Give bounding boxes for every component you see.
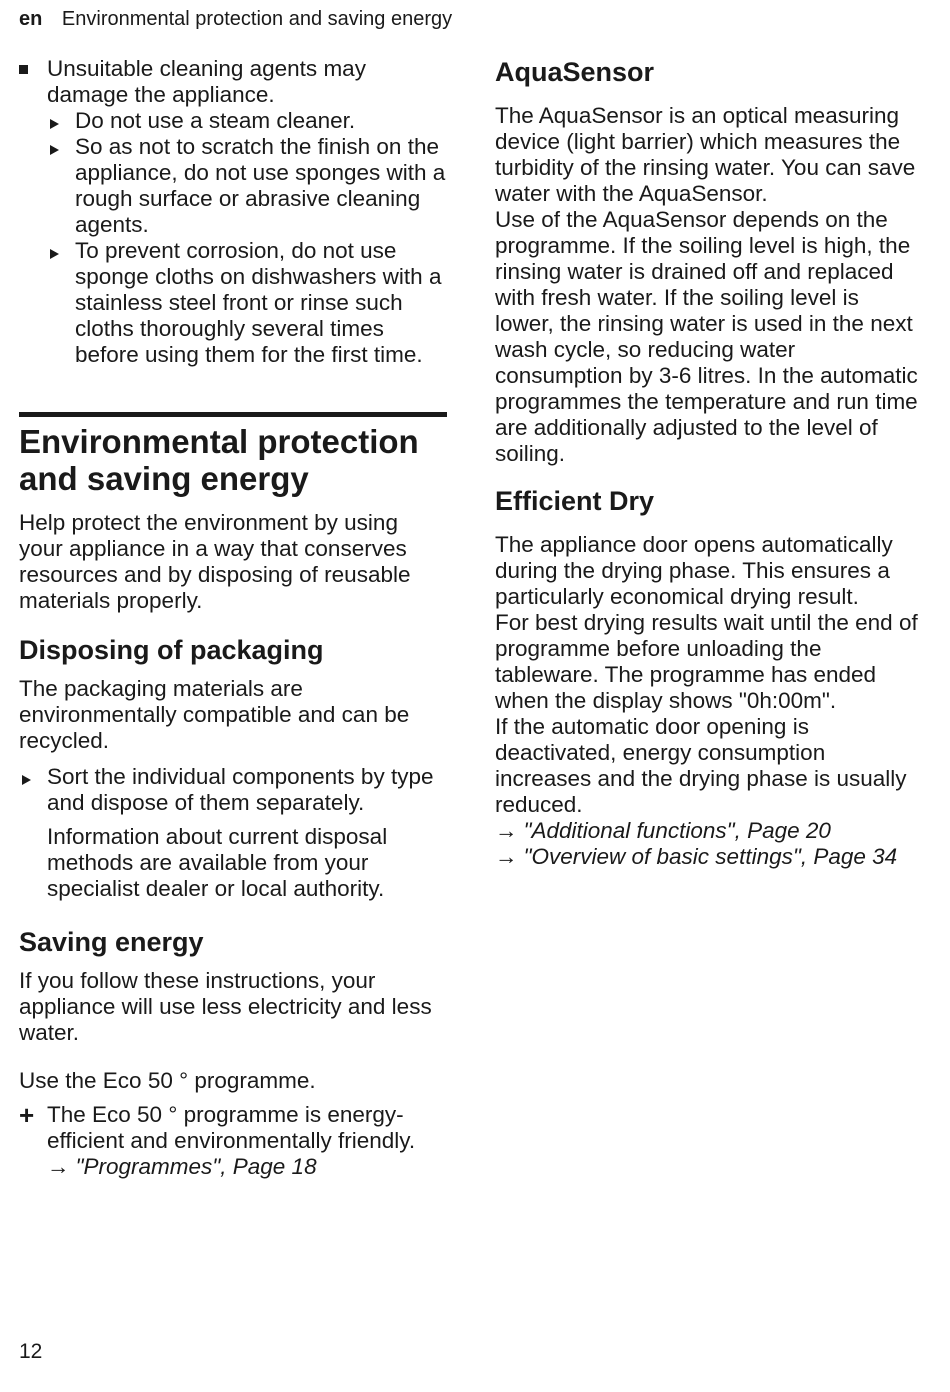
saving-body: If you follow these instructions, your appliance will use less electricity and less water.: [19, 968, 432, 1045]
saving-heading: Saving energy: [19, 927, 204, 957]
efficient-dry-para-2: For best drying results wait until the end of programme before unloading the tableware. The programme has ended when the display shows "0h:00m".: [495, 610, 918, 713]
warning-bullet: [19, 56, 447, 108]
language-code: en: [19, 8, 43, 30]
eco-instruction: Use the Eco 50 ° programme.: [19, 1068, 316, 1093]
packaging-body: The packaging materials are environmentally compatible and can be recycled.: [19, 676, 410, 753]
page-number: 12: [19, 1340, 43, 1363]
basic-settings-link[interactable]: [495, 844, 920, 870]
sub-bullet-text: Do not use a steam cleaner.: [75, 108, 356, 133]
square-bullet-icon: [19, 56, 47, 74]
packaging-note: Information about current disposal methods are available from your specialist dealer or local authority.: [47, 824, 388, 901]
packaging-heading: Disposing of packaging: [19, 635, 324, 665]
triangle-bullet-icon: [47, 108, 75, 134]
sub-bullet-text: To prevent corrosion, do not use sponge cloths on dishwashers with a stainless steel front or rinse such cloths thoroughly several times before using them for the first time.: [75, 238, 442, 367]
aquasensor-heading: AquaSensor: [495, 57, 655, 87]
efficient-dry-heading: Efficient Dry: [495, 486, 655, 516]
basic-settings-link-text: "Overview of basic settings", Page 34: [523, 844, 898, 869]
section-divider: [19, 412, 447, 417]
efficient-dry-para-3: If the automatic door opening is deactivated, energy consumption increases and the drying phase is usually reduced.: [495, 714, 907, 817]
eco-benefit: [19, 1102, 447, 1154]
triangle-bullet-icon: [47, 134, 75, 160]
packaging-step: [19, 764, 447, 816]
arrow-right-icon: →: [495, 844, 518, 869]
eco-benefit-text: The Eco 50 ° programme is energy-efficient and environmentally friendly.: [47, 1102, 416, 1153]
sub-bullet: [47, 134, 447, 238]
additional-functions-link[interactable]: [495, 818, 920, 844]
triangle-bullet-icon: [47, 238, 75, 264]
efficient-dry-para-1: The appliance door opens automatically during the drying phase. This ensures a particularly economical drying result.: [495, 532, 893, 609]
section-intro: Help protect the environment by using your appliance in a way that conserves resources and by disposing of reusable materials properly.: [19, 510, 411, 613]
triangle-bullet-icon: [19, 764, 47, 790]
sub-bullet-text: So as not to scratch the finish on the appliance, do not use sponges with a rough surface or abrasive cleaning agents.: [75, 134, 446, 237]
programmes-link[interactable]: [47, 1154, 447, 1180]
left-column: [19, 56, 447, 1180]
additional-functions-link-text: "Additional functions", Page 20: [523, 818, 831, 843]
page-header: [19, 8, 452, 31]
aquasensor-para-1: The AquaSensor is an optical measuring device (light barrier) which measures the turbidity of the rinsing water. You can save water with the AquaSensor.: [495, 103, 916, 206]
warning-text: Unsuitable cleaning agents may damage the appliance.: [47, 56, 366, 107]
arrow-right-icon: →: [495, 818, 518, 843]
header-title: Environmental protection and saving energy: [61, 8, 453, 30]
sub-bullet: [47, 238, 447, 368]
packaging-step-text: Sort the individual components by type and dispose of them separately.: [47, 764, 434, 815]
programmes-link-text: "Programmes", Page 18: [75, 1154, 317, 1179]
sub-bullet: [47, 108, 447, 134]
section-title: Environmental protection and saving energy: [19, 423, 419, 497]
arrow-right-icon: →: [47, 1154, 70, 1179]
plus-icon: +: [19, 1100, 35, 1130]
aquasensor-para-2: Use of the AquaSensor depends on the programme. If the soiling level is high, the rinsing water is drained off and replaced with fresh water. If the soiling level is lower, the rinsing water is used in the next wash cycle, so reducing water consumption by 3-6 litres. In the automatic programmes the temperature and run time are additionally adjusted to the level of soiling.: [495, 207, 918, 466]
right-column: [495, 56, 920, 870]
